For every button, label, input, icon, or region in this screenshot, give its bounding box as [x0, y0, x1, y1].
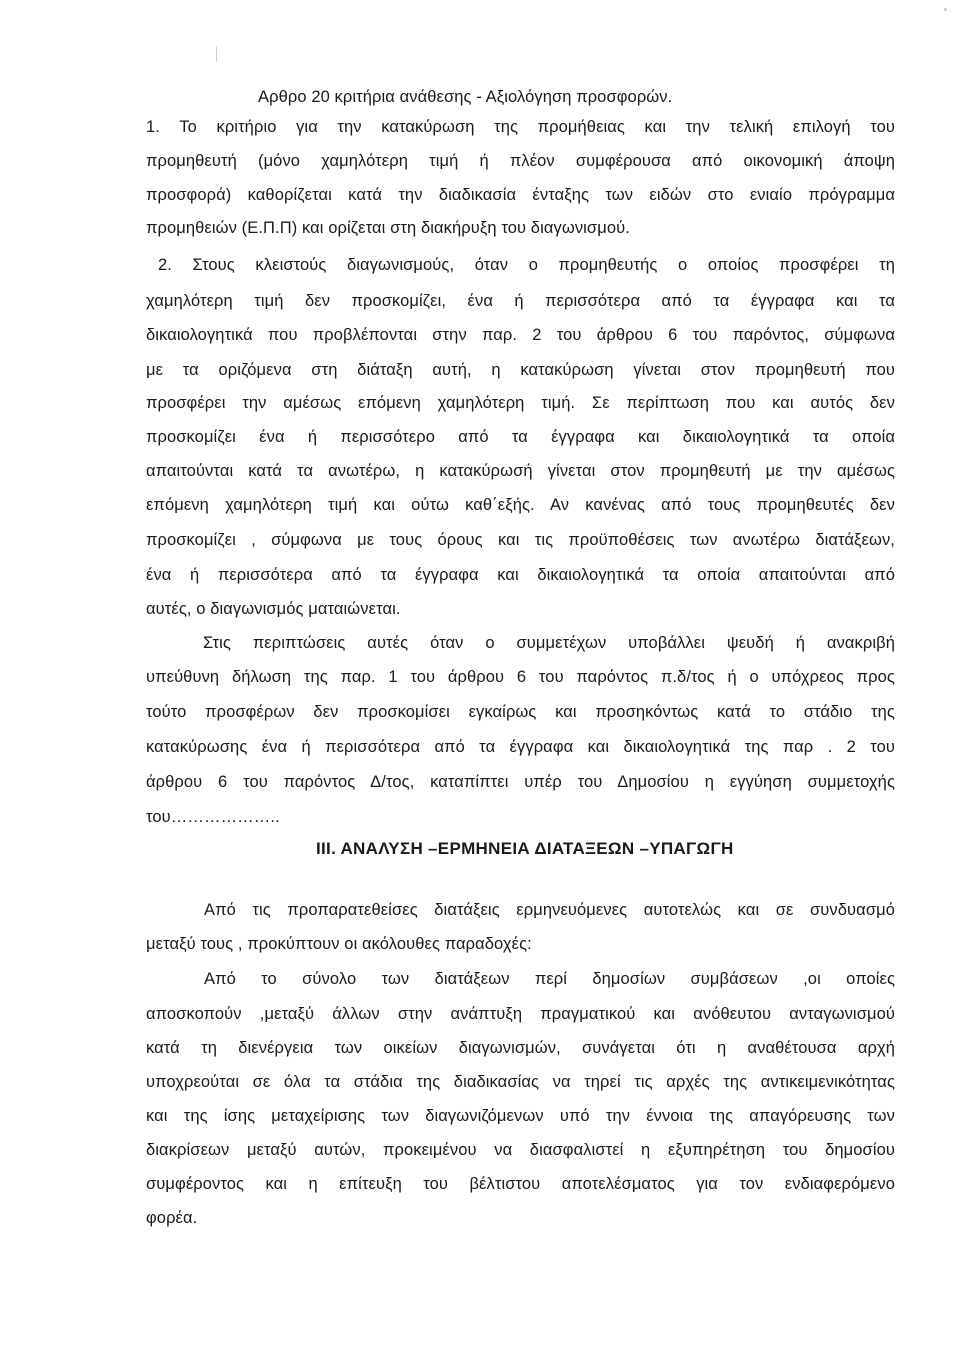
paragraph-3-line: υπεύθυνη δήλωση της παρ. 1 του άρθρου 6 του παρόντος π.δ/τος ή ο υπόχρεος προς [146, 668, 895, 686]
scan-mark [216, 46, 217, 62]
paragraph-1-line: προμηθευτή (μόνο χαμηλότερη τιμή ή πλέον συμφέρουσα από οικονομική άποψη [146, 152, 895, 170]
paragraph-5-line: και της ίσης μεταχείρισης των διαγωνιζόμενων υπό την έννοια της απαγόρευσης των [146, 1107, 895, 1125]
paragraph-2-line: προσφέρει την αμέσως επόμενη χαμηλότερη τιμή. Σε περίπτωση που και αυτός δεν [146, 394, 895, 412]
paragraph-2-line: χαμηλότερη τιμή δεν προσκομίζει, ένα ή περισσότερα από τα έγγραφα και τα [146, 292, 895, 310]
paragraph-3-line: τούτο προσφέρων δεν προσκομίσει εγκαίρως και προσηκόντως κατά το στάδιο της [146, 703, 895, 721]
paragraph-2-line: προσκομίζει ένα ή περισσότερο από τα έγγραφα και δικαιολογητικά τα οποία [146, 428, 895, 446]
paragraph-5-line: υποχρεούται σε όλα τα στάδια της διαδικασίας να τηρεί τις αρχές της αντικειμενικότητας [146, 1073, 895, 1091]
paragraph-3-line: Στις περιπτώσεις αυτές όταν ο συμμετέχων υποβάλλει ψευδή ή ανακριβή [203, 634, 895, 652]
paragraph-5-line: διακρίσεων μεταξύ αυτών, προκειμένου να διασφαλιστεί η εξυπηρέτηση του δημοσίου [146, 1141, 895, 1159]
paragraph-5-line: συμφέροντος και η επίτευξη του βέλτιστου αποτελέσματος για τον ενδιαφερόμενο [146, 1175, 895, 1193]
paragraph-3-line: κατακύρωσης ένα ή περισσότερα από τα έγγραφα και δικαιολογητικά της παρ . 2 του [146, 738, 895, 756]
paragraph-2-line: 2. Στους κλειστούς διαγωνισμούς, όταν ο προμηθευτής ο οποίος προσφέρει τη [158, 256, 895, 274]
paragraph-1-line: 1. Το κριτήριο για την κατακύρωση της προμήθειας και την τελική επιλογή του [146, 118, 895, 136]
section-heading: ΙΙΙ. ΑΝΑΛΥΣΗ –ΕΡΜΗΝΕΙΑ ΔΙΑΤΑΞΕΩΝ –ΥΠΑΓΩΓΗ [316, 839, 734, 858]
scan-mark [944, 8, 947, 11]
paragraph-3-line: του……………….. [146, 808, 280, 826]
paragraph-2-line: δικαιολογητικά που προβλέπονται στην παρ. 2 του άρθρου 6 του παρόντος, σύμφωνα [146, 326, 895, 344]
paragraph-2-line: με τα οριζόμενα στη διάταξη αυτή, η κατακύρωση γίνεται στον προμηθευτή που [146, 361, 895, 379]
paragraph-2-line: αυτές, ο διαγωνισμός ματαιώνεται. [146, 600, 401, 618]
paragraph-5-line: Από το σύνολο των διατάξεων περί δημοσίων συμβάσεων ,οι οποίες [204, 970, 895, 988]
paragraph-4-line: μεταξύ τους , προκύπτουν οι ακόλουθες παραδοχές: [146, 935, 532, 953]
paragraph-2-line: προσκομίζει , σύμφωνα με τους όρους και τις προϋποθέσεις των ανωτέρω διατάξεων, [146, 531, 895, 549]
paragraph-4-line: Από τις προπαρατεθείσες διατάξεις ερμηνευόμενες αυτοτελώς και σε συνδυασμό [204, 901, 895, 919]
paragraph-5-line: φορέα. [146, 1209, 198, 1227]
paragraph-2-line: επόμενη χαμηλότερη τιμή και ούτω καθ΄εξής. Αν κανένας από τους προμηθευτές δεν [146, 496, 895, 514]
paragraph-5-line: κατά τη διενέργεια των οικείων διαγωνισμών, συνάγεται ότι η αναθέτουσα αρχή [146, 1039, 895, 1057]
document-title: Αρθρο 20 κριτήρια ανάθεσης - Αξιολόγηση προσφορών. [258, 88, 673, 106]
paragraph-1-line: προσφορά) καθορίζεται κατά την διαδικασία ένταξης των ειδών στο ενιαίο πρόγραμμα [146, 186, 895, 204]
paragraph-2-line: ένα ή περισσότερα από τα έγγραφα και δικαιολογητικά τα οποία απαιτούνται από [146, 566, 895, 584]
paragraph-2-line: απαιτούνται κατά τα ανωτέρω, η κατακύρωσή γίνεται στον προμηθευτή με την αμέσως [146, 462, 895, 480]
paragraph-5-line: αποσκοπούν ,μεταξύ άλλων στην ανάπτυξη πραγματικού και ανόθευτου ανταγωνισμού [146, 1005, 895, 1023]
paragraph-3-line: άρθρου 6 του παρόντος Δ/τος, καταπίπτει υπέρ του Δημοσίου η εγγύηση συμμετοχής [146, 773, 895, 791]
paragraph-1-line: προμηθειών (Ε.Π.Π) και ορίζεται στη διακήρυξη του διαγωνισμού. [146, 219, 630, 237]
